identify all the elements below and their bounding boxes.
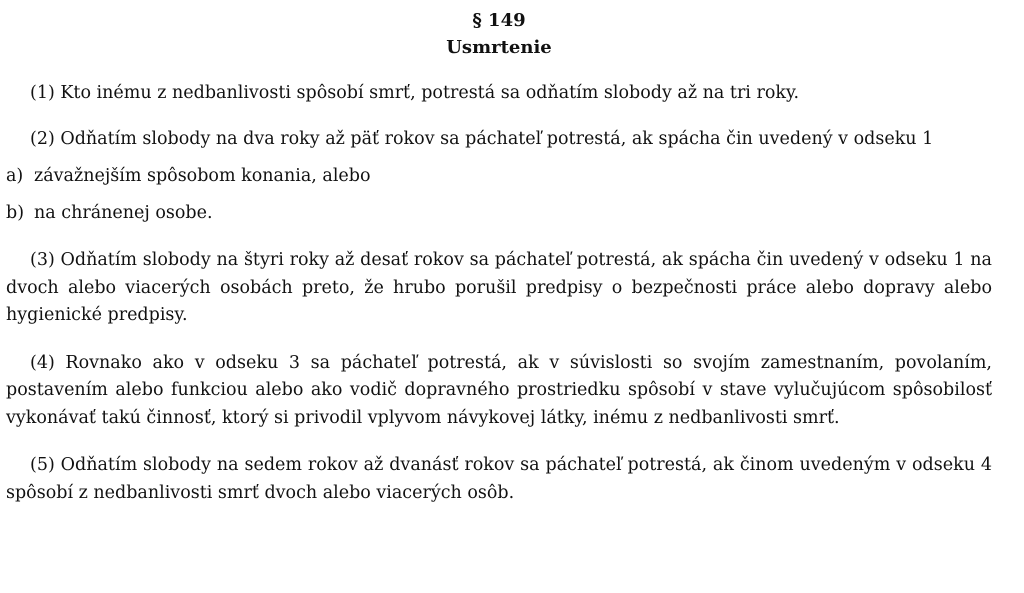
list-item-letter: b) [6, 202, 25, 223]
list-item-text: závažnejším spôsobom konania, alebo [34, 166, 371, 186]
paragraph-3 [6, 247, 992, 330]
list-item-text: na chránenej osobe. [34, 202, 213, 223]
list-item-b [6, 200, 992, 228]
section-number: § 149 [472, 10, 526, 31]
paragraph-2 [6, 126, 992, 154]
section-title: Usmrtenie [446, 37, 552, 58]
paragraph-1 [6, 80, 992, 108]
list-item-a [6, 163, 992, 191]
paragraph-4-text: (4) Rovnako ako v odseku 3 sa páchateľ potrestá, ak v súvislosti so svojím zamestnaním, povolaním, postavením alebo funkciou alebo ako vodič dopravného prostriedku spôsobí v stave vylučujúcom spôsobilosť vykonávať takú činnosť, ktorý si privodil vplyvom návykovej látky, inému z nedbanlivosti smrť. [6, 352, 992, 428]
paragraph-5-text: (5) Odňatím slobody na sedem rokov až dvanásť rokov sa páchateľ potrestá, ak činom uvedeným v odseku 4 spôsobí z nedbanlivosti smrť dvoch alebo viacerých osôb. [6, 455, 992, 503]
paragraph-4 [6, 350, 992, 433]
paragraph-2-text: (2) Odňatím slobody na dva roky až päť rokov sa páchateľ potrestá, ak spácha čin uvedený v odseku 1 [30, 128, 934, 149]
paragraph-5 [6, 452, 992, 507]
list-item-letter: a) [6, 166, 24, 186]
paragraph-1-text: (1) Kto inému z nedbanlivosti spôsobí smrť, potrestá sa odňatím slobody až na tri roky. [30, 83, 800, 103]
document-page [0, 10, 1024, 593]
paragraph-3-text: (3) Odňatím slobody na štyri roky až desať rokov sa páchateľ potrestá, ak spácha čin uvedený v odseku 1 na dvoch alebo viacerých osobách preto, že hrubo porušil predpisy o bezpečnosti práce alebo dopravy alebo hygienické predpisy. [6, 250, 992, 325]
